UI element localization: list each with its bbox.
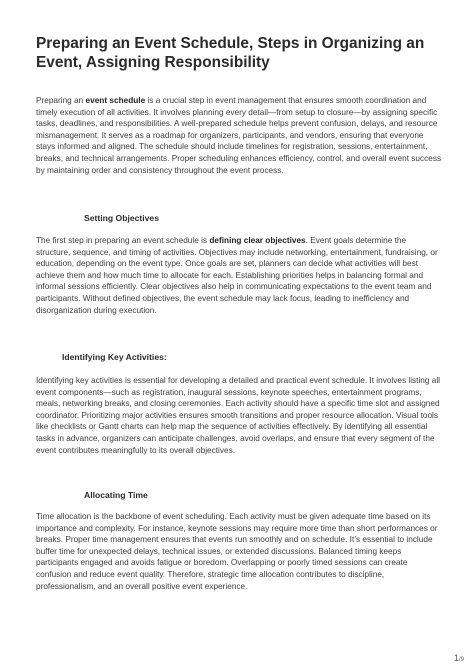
page-number-current: 1 (453, 653, 459, 663)
section-paragraph-identifying-key-activities (36, 375, 442, 456)
section-paragraph-setting-objectives (36, 235, 442, 316)
section-text: Time allocation is the backbone of event scheduling. Each activity must be given adequate time based on its importance and complexity. For instance, keynote sessions may require more time than short performances or breaks. Proper time management ensures that events run smoothly and on schedule. It’s essential to include buffer time for unexpected delays, technical issues, or extended discussions. Balanced timing keeps participants engaged and avoids fatigue or boredom. Overlapping or poorly timed sessions can create confusion and reduce event quality. Therefore, strategic time allocation contributes to discipline, professionalism, and an overall positive event experience. (36, 512, 438, 591)
intro-text-rest: is a crucial step in event management that ensures smooth coordination and timely execution of all activities. It involves planning every detail—from setup to closure—by assigning specific tasks, deadlines, and responsibilities. A well-prepared schedule helps prevent confusion, delays, and resource mismanagement. It serves as a roadmap for organizers, participants, and vendors, ensuring that everyone stays informed and aligned. The schedule should include timelines for registration, sessions, entertainment, breaks, and technical arrangements. Proper scheduling enhances efficiency, control, and overall event success by maintaining order and consistency throughout the event process. (36, 96, 442, 175)
intro-bold-term: event schedule (85, 96, 146, 105)
page-number (454, 653, 464, 663)
section-bold-term: defining clear objectives (209, 236, 306, 245)
section-heading-setting-objectives: Setting Objectives (84, 213, 159, 223)
page-title: Preparing an Event Schedule, Steps in Organizing an Event, Assigning Responsibility (36, 35, 425, 71)
page-number-total: /9 (458, 657, 464, 663)
section-heading-identifying-key-activities: Identifying Key Activities: (62, 352, 167, 362)
section-text-start: The first step in preparing an event schedule is (36, 236, 210, 245)
section-text: Identifying key activities is essential for developing a detailed and practical event schedule. It involves listing all event components—such as registration, inaugural sessions, keynote speeches, entertainment programs, meals, networking breaks, and closing ceremonies. Each activity should have a specific time slot and assigned coordinator. Prioritizing major activities ensures smooth transitions and proper resource allocation. Visual tools like checklists or Gantt charts can help map the sequence of activities effectively. By identifying all essential tasks in advance, organizers can anticipate challenges, avoid overlaps, and ensure that every segment of the event contributes meaningfully to its overall objectives. (36, 376, 441, 455)
section-paragraph-allocating-time (36, 511, 442, 592)
section-heading-allocating-time: Allocating Time (84, 490, 148, 500)
intro-paragraph (36, 95, 442, 176)
section-text-rest: . Event goals determine the structure, sequence, and timing of activities. Objectives may include networking, entertainment, fundraising, or education, depending on the event type. Once goals are set, planners can decide what activities will best achieve them and how much time to allocate for each. Establishing priorities helps in balancing formal and informal sessions efficiently. Clear objectives also help in communicating expectations to the event team and participants. Without defined objectives, the event schedule may lack focus, leading to inefficiency and disorganization during execution. (36, 236, 438, 315)
intro-text-start: Preparing an (36, 96, 86, 105)
